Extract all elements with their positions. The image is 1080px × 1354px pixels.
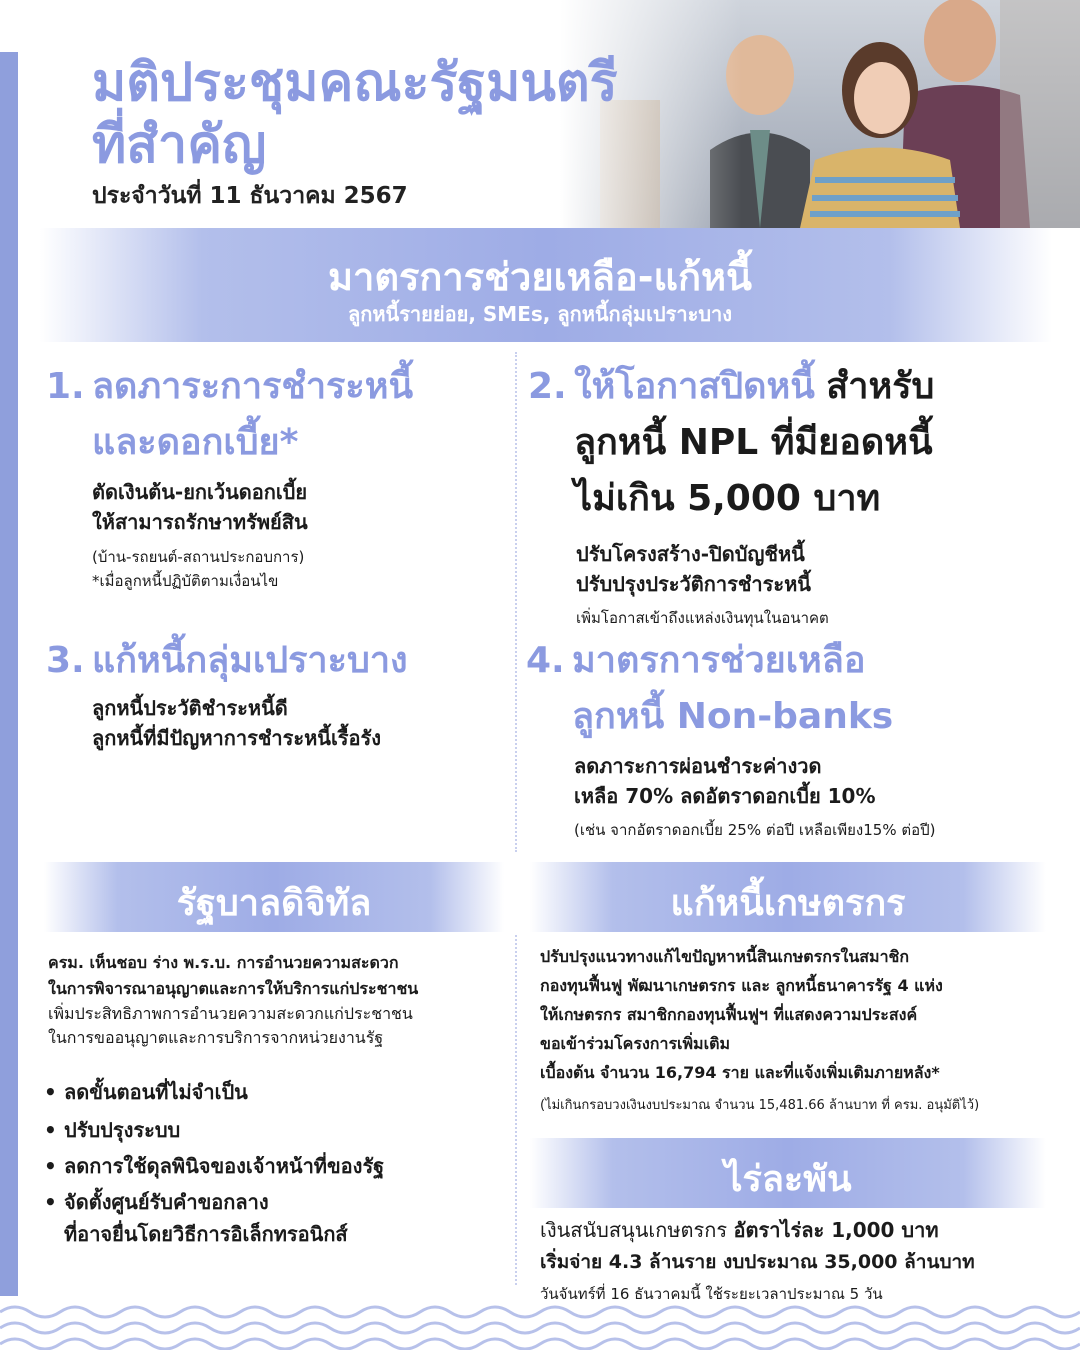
measure1-note1: (บ้าน-รถยนต์-สถานประกอบการ) — [92, 548, 305, 566]
measure4-line1: ลดภาระการผ่อนชำระค่างวด — [574, 754, 822, 778]
rai-note: วันจันทร์ที่ 16 ธันวาคมนี้ ใช้ระยะเวลาประมาณ 5 วัน — [540, 1285, 883, 1303]
debt-measures-title: มาตรการช่วยเหลือ-แก้หนี้ — [327, 255, 753, 299]
column-divider — [515, 352, 517, 852]
rai-line1 — [540, 1214, 939, 1246]
measure2-title-highlight: ให้โอกาสปิดหนี้ — [574, 366, 815, 407]
farmer-debt-title: แก้หนี้เกษตรกร — [670, 883, 906, 924]
measure2-note: เพิ่มโอกาสเข้าถึงแหล่งเงินทุนในอนาคต — [576, 609, 829, 627]
measure2-title-rest: สำหรับ — [826, 366, 935, 407]
rai-la-pan-title: ไร่ละพัน — [724, 1159, 852, 1200]
wave-pattern-footer — [0, 1298, 1080, 1350]
farmer-line-1: ปรับปรุงแนวทางแก้ไขปัญหาหนี้สินเกษตรกรในสมาชิก — [540, 947, 910, 966]
digital-bullet-4-continued: ที่อาจยื่นโดยวิธีการอิเล็กทรอนิกส์ — [64, 1222, 348, 1246]
left-accent-stripe — [0, 52, 18, 1296]
measure2-line2: ปรับปรุงประวัติการชำระหนี้ — [576, 572, 811, 596]
farmer-line-3: ให้เกษตรกร สมาชิกกองทุนฟื้นฟูฯ ที่แสดงความประสงค์ — [540, 1005, 918, 1024]
measure4-title-line1: มาตรการช่วยเหลือ — [572, 640, 866, 681]
measure1-number: 1. — [46, 366, 85, 407]
measure1-title-line1: ลดภาระการชำระหนี้ — [92, 366, 414, 407]
measure3-line2: ลูกหนี้ที่มีปัญหาการชำระหนี้เรื้อรัง — [92, 726, 382, 750]
page-title-line2: ที่สำคัญ — [92, 115, 267, 175]
digital-bullet-2-text: ปรับปรุงระบบ — [64, 1118, 181, 1142]
rai-line1-normal: เงินสนับสนุนเกษตรกร — [540, 1218, 728, 1242]
measure2-title-line3: ไม่เกิน 5,000 บาท — [574, 478, 881, 519]
digital-bold-line1: ครม. เห็นชอบ ร่าง พ.ร.บ. การอำนวยความสะดวก — [48, 953, 399, 972]
bullet-mark: • — [44, 1080, 57, 1104]
digital-bullet-3-text: ลดการใช้ดุลพินิจของเจ้าหน้าที่ของรัฐ — [64, 1154, 385, 1178]
digital-bullet-4-text: จัดตั้งศูนย์รับคำขอกลาง — [64, 1190, 269, 1214]
measure2-number: 2. — [528, 366, 567, 407]
digital-bullet-4 — [44, 1184, 269, 1220]
digital-text-line2: ในการขออนุญาตและการบริการจากหน่วยงานรัฐ — [48, 1028, 384, 1047]
rai-line1-bold: อัตราไร่ละ 1,000 บาท — [733, 1218, 939, 1242]
farmer-note: (ไม่เกินกรอบวงเงินงบประมาณ จำนวน 15,481.66 ล้านบาท ที่ ครม. อนุมัติไว้) — [540, 1098, 980, 1113]
measure4-note: (เช่น จากอัตราดอกเบี้ย 25% ต่อปี เหลือเพียง15% ต่อปี) — [574, 821, 936, 839]
digital-bullet-3 — [44, 1148, 384, 1184]
measure1-line1: ตัดเงินต้น-ยกเว้นดอกเบี้ย — [92, 480, 308, 504]
measure4-number: 4. — [526, 640, 565, 681]
measure3-line1: ลูกหนี้ประวัติชำระหนี้ดี — [92, 696, 288, 720]
digital-bullet-2 — [44, 1112, 180, 1148]
digital-gov-title: รัฐบาลดิจิทัล — [176, 883, 372, 924]
digital-bold-line2: ในการพิจารณาอนุญาตและการให้บริการแก่ประชาชน — [48, 979, 419, 998]
debt-measures-subtitle: ลูกหนี้รายย่อย, SMEs, ลูกหนี้กลุ่มเปราะบาง — [347, 302, 733, 326]
measure2-title-line2: ลูกหนี้ NPL ที่มียอดหนี้ — [574, 422, 933, 463]
measure1-line2: ให้สามารถรักษาทรัพย์สิน — [92, 510, 308, 534]
farmer-line-5: เบื้องต้น จำนวน 16,794 ราย และที่แจ้งเพิ่มเติมภายหลัง* — [540, 1063, 940, 1082]
farmer-line-2: กองทุนฟื้นฟู พัฒนาเกษตรกร และ ลูกหนี้ธนาคารรัฐ 4 แห่ง — [540, 976, 943, 995]
measure4-line2: เหลือ 70% ลดอัตราดอกเบี้ย 10% — [574, 784, 876, 808]
farmer-line-4: ขอเข้าร่วมโครงการเพิ่มเติม — [540, 1034, 730, 1053]
measure2-line1: ปรับโครงสร้าง-ปิดบัญชีหนี้ — [576, 542, 805, 566]
measure3-title: แก้หนี้กลุ่มเปราะบาง — [92, 640, 408, 681]
bullet-mark: • — [44, 1154, 57, 1178]
digital-bullet-1-text: ลดขั้นตอนที่ไม่จำเป็น — [64, 1080, 248, 1104]
digital-text-line1: เพิ่มประสิทธิภาพการอำนวยความสะดวกแก่ประชาชน — [48, 1004, 413, 1023]
measure4-title-line2: ลูกหนี้ Non-banks — [572, 696, 894, 737]
measure1-title-line2: และดอกเบี้ย* — [92, 422, 299, 463]
column-divider-lower — [515, 935, 517, 1285]
bullet-mark: • — [44, 1118, 57, 1142]
bullet-mark: • — [44, 1190, 57, 1214]
digital-bullet-1 — [44, 1074, 248, 1110]
date-label: ประจำวันที่ 11 ธันวาคม 2567 — [92, 183, 408, 209]
header-photo — [560, 0, 1080, 228]
page-title-line1: มติประชุมคณะรัฐมนตรี — [92, 53, 618, 113]
measure1-note2: *เมื่อลูกหนี้ปฏิบัติตามเงื่อนไข — [92, 572, 279, 590]
measure2-title-line1 — [574, 358, 934, 416]
measure3-number: 3. — [46, 640, 85, 681]
rai-line2: เริ่มจ่าย 4.3 ล้านราย งบประมาณ 35,000 ล้านบาท — [540, 1251, 975, 1273]
